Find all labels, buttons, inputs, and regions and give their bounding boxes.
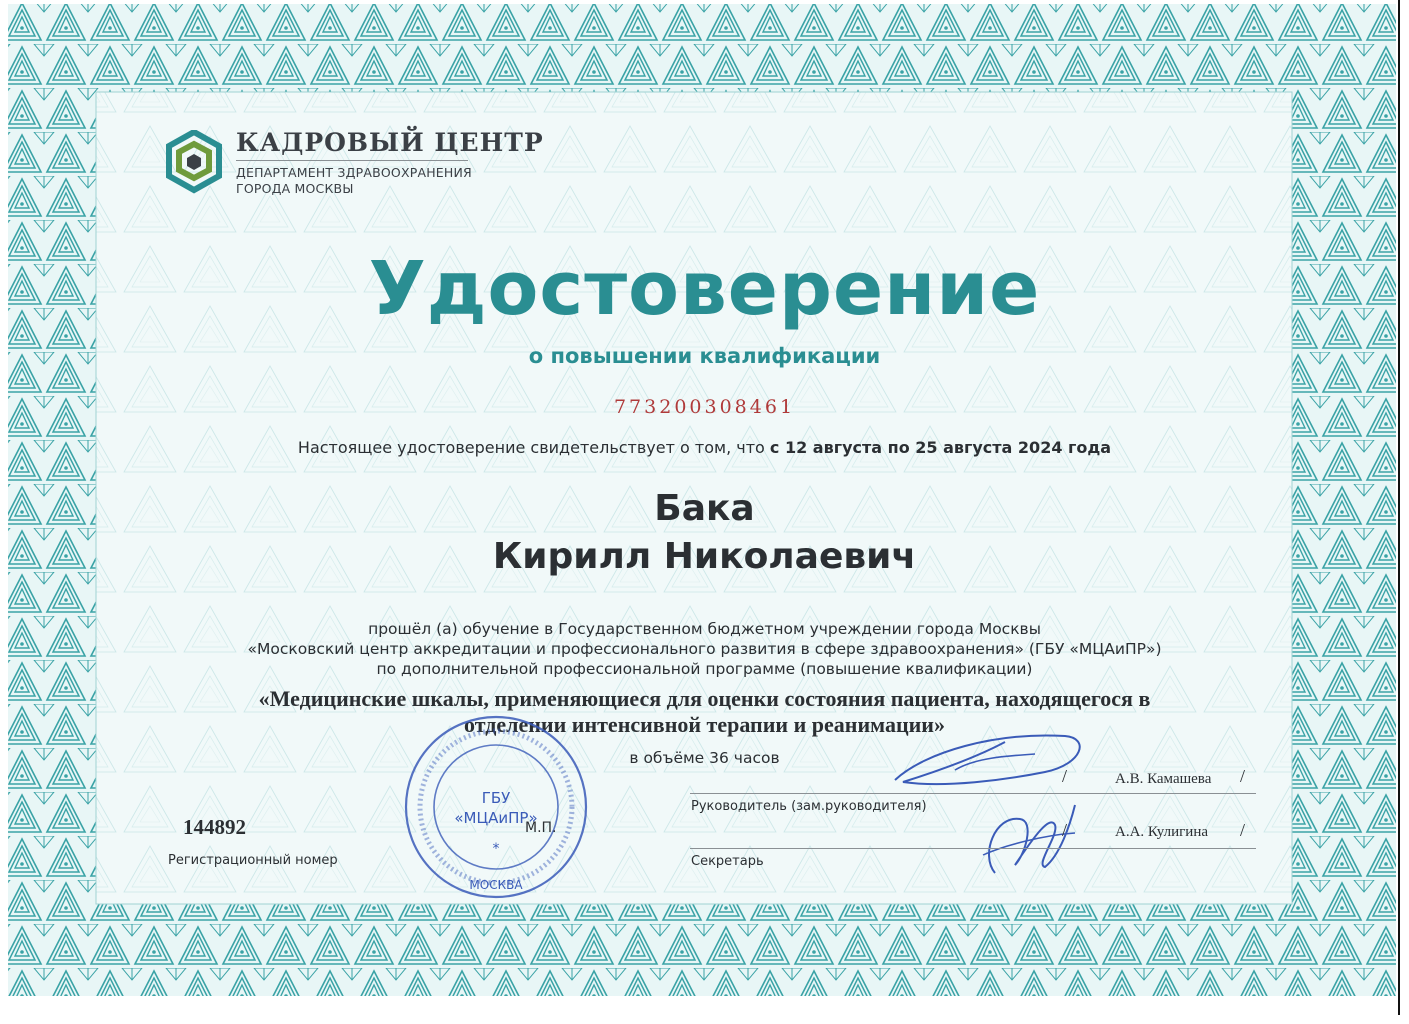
stamp-place-label: М.П. (525, 820, 557, 836)
program-title-line-2: отделении интенсивной терапии и реанимации» (464, 712, 945, 737)
signature-1-role: Руководитель (зам.руководителя) (691, 799, 927, 814)
lead-text: Настоящее удостоверение свидетельствует о том, что (297, 438, 770, 457)
organization-name: КАДРОВЫЙ ЦЕНТР (236, 128, 544, 157)
secretary-signature (975, 795, 1085, 885)
signature-2-slash-right: / (1240, 820, 1246, 840)
certificate-subtitle: о повышении квалификации (528, 344, 881, 368)
registration-number: 144892 (183, 815, 246, 839)
serial-number: 773200308461 (613, 396, 796, 418)
svg-text:*: * (492, 841, 500, 857)
recipient-given-names: Кирилл Николаевич (492, 536, 917, 577)
recipient-surname: Бака (654, 488, 755, 529)
registration-label: Регистрационный номер (168, 853, 338, 868)
signature-2-role: Секретарь (691, 854, 764, 869)
hexagon-logo-icon (166, 130, 222, 194)
program-hours: в объёме 36 часов (629, 749, 780, 767)
signature-1-slash-right: / (1240, 766, 1246, 786)
body-line-1: прошёл (а) обучение в Государственном бюджетном учреждении города Москвы (368, 620, 1041, 638)
signature-1-slash-left: / (1062, 766, 1068, 786)
department-line-2: ГОРОДА МОСКВЫ (236, 181, 354, 196)
body-line-3: по дополнительной профессиональной программе (повышение квалификации) (376, 660, 1033, 678)
stamp-center-line-1: ГБУ (481, 789, 511, 807)
signature-2-line (690, 848, 1256, 849)
signature-1-name: А.В. Камашева (1115, 771, 1212, 787)
training-period: с 12 августа по 25 августа 2024 года (769, 438, 1112, 457)
program-title-line-1: «Медицинские шкалы, применяющиеся для оценки состояния пациента, находящегося в (258, 686, 1151, 711)
department-line-1: ДЕПАРТАМЕНТ ЗДРАВООХРАНЕНИЯ (236, 165, 472, 180)
lead-sentence (0, 438, 1409, 457)
director-signature (885, 722, 1085, 798)
signature-2-slash-left: / (1062, 820, 1068, 840)
brand-divider (236, 160, 468, 161)
official-stamp (402, 713, 590, 901)
signature-1-line (690, 793, 1256, 794)
stamp-center-line-2: «МЦАиПР» (454, 809, 538, 827)
stamp-bottom-text: МОСКВА (469, 878, 523, 892)
signature-2-name: А.А. Кулигина (1115, 824, 1209, 840)
certificate-title: Удостоверение (368, 246, 1041, 332)
body-line-2: «Московский центр аккредитации и профессионального развития в сфере здравоохранения» (ГБУ «МЦАиПР») (247, 640, 1162, 658)
